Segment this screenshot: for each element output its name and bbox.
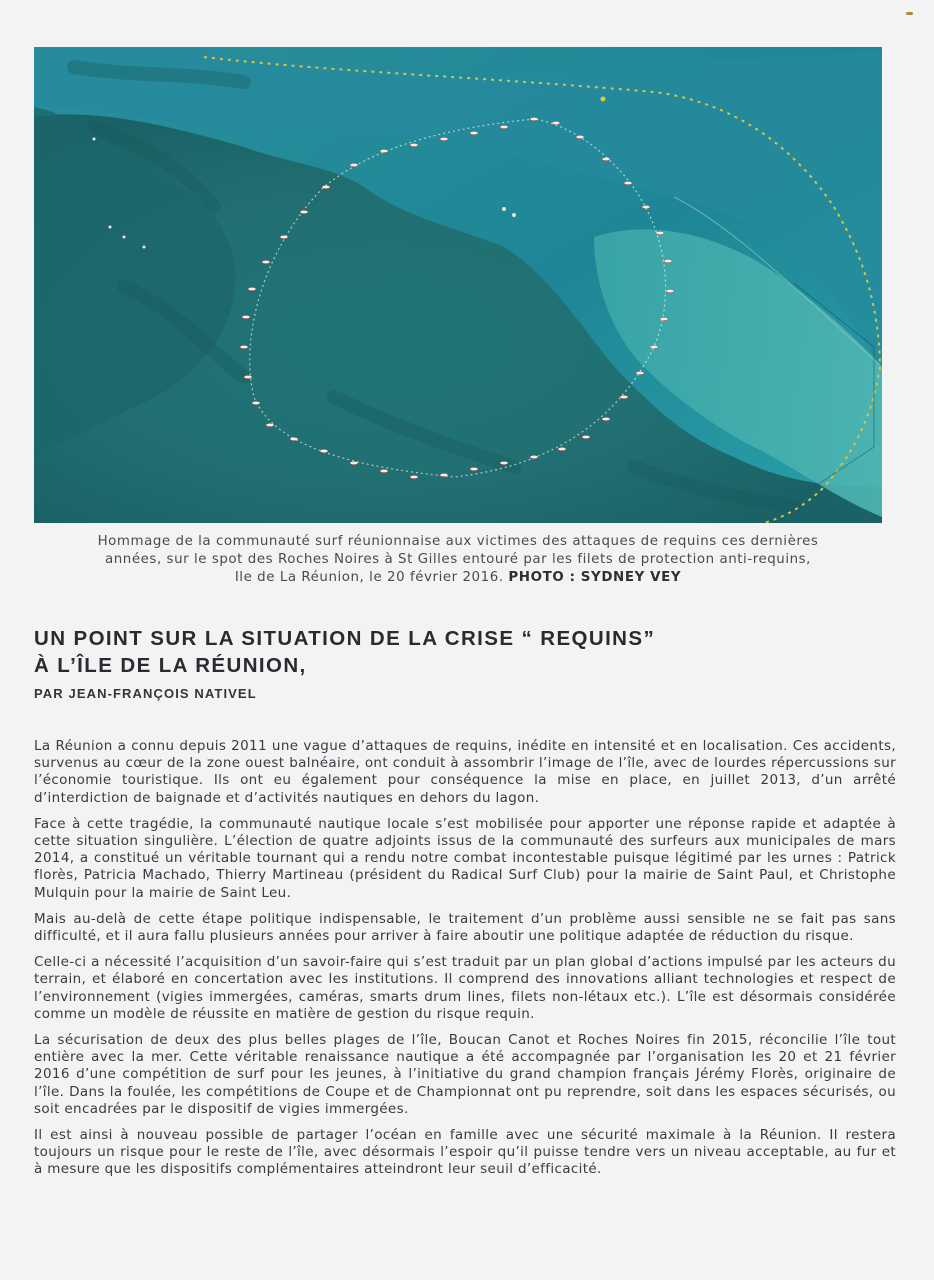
caption-line-3-text: Ile de La Réunion, le 20 février 2016. [234, 570, 504, 585]
paragraph-2: Face à cette tragédie, la communauté nautique locale s’est mobilisée pour apporter une réponse rapide et adaptée à cette situation singulière. L’élection de quatre adjoints issus de la communauté des surfeurs aux municipales de mars 2014, a constitué un véritable tournant qui a rendu notre combat incontestable puisque légitimé par les urnes : Patrick florès, Patricia Machado, Thierry Martineau (président du Radical Surf Club) pour la mairie de Saint Paul, et Christophe Mulquin pour la mairie de Saint Leu. [34, 815, 896, 901]
article-body [34, 738, 896, 1188]
headline-line-2: À L’ÎLE DE LA RÉUNION, [34, 654, 307, 677]
caption-line-2: années, sur le spot des Roches Noires à St Gilles entouré par les filets de protection anti-requins, [105, 552, 811, 567]
headline-line-1: UN POINT SUR LA SITUATION DE LA CRISE “ REQUINS” [34, 627, 656, 650]
paragraph-6: Il est ainsi à nouveau possible de partager l’océan en famille avec une sécurité maximale à la Réunion. Il restera toujours un risque pour le reste de l’île, avec désormais l’espoir qu’il puisse tendre vers un niveau acceptable, au fur et à mesure que les dispositifs complémentaires atteindront leur seuil d’efficacité. [34, 1127, 896, 1178]
article-byline: PAR JEAN-FRANÇOIS NATIVEL [34, 686, 257, 701]
photo-caption [34, 533, 882, 587]
photo-credit: PHOTO : SYDNEY VEY [508, 570, 682, 585]
paragraph-5: La sécurisation de deux des plus belles plages de l’île, Boucan Canot et Roches Noires fin 2015, réconcilie l’île tout entière avec la mer. Cette véritable renaissance nautique a été accompagnée par l’organisation les 20 et 21 février 2016 d’une compétition de surf pour les jeunes, à l’initiative du grand champion français Jérémy Florès, originaire de l’île. Dans la foulée, les compétitions de Coupe et de Championnat ont pu reprendre, soit dans les espaces sécurisés, ou soit encadrées par le dispositif de vigies immergées. [34, 1032, 896, 1117]
aerial-ocean-photo [34, 47, 882, 523]
caption-line-3 [34, 569, 882, 587]
paragraph-1: La Réunion a connu depuis 2011 une vague d’attaques de requins, inédite en intensité et en localisation. Ces accidents, survenus au cœur de la zone ouest balnéaire, ont conduit à assombrir l’image de l’île, avec de lourdes répercussions sur l’économie touristique. Ils ont eu également pour conséquence la mise en place, en juillet 2013, d’un arrêté d’interdiction de baignade et d’activités nautiques en dehors du lagon. [34, 738, 896, 806]
article-headline [34, 625, 894, 679]
paragraph-3: Mais au-delà de cette étape politique indispensable, le traitement d’un problème aussi sensible ne se fait pas sans difficulté, et il aura fallu plusieurs années pour arriver à faire aboutir une politique adaptée de réduction du risque. [34, 910, 896, 945]
caption-line-1: Hommage de la communauté surf réunionnaise aux victimes des attaques de requins ces dernières [97, 534, 819, 549]
page-corner-mark [906, 12, 913, 15]
paragraph-4: Celle-ci a nécessité l’acquisition d’un savoir-faire qui s’est traduit par un plan global d’actions impulsé par les acteurs du terrain, et élaboré en concertation avec les institutions. Il comprend des innovations alliant technologies et respect de l’environnement (vigies immergées, caméras, smarts drum lines, filets non-létaux etc.). L’île est désormais considérée comme un modèle de réussite en matière de gestion du risque requin. [34, 954, 896, 1022]
